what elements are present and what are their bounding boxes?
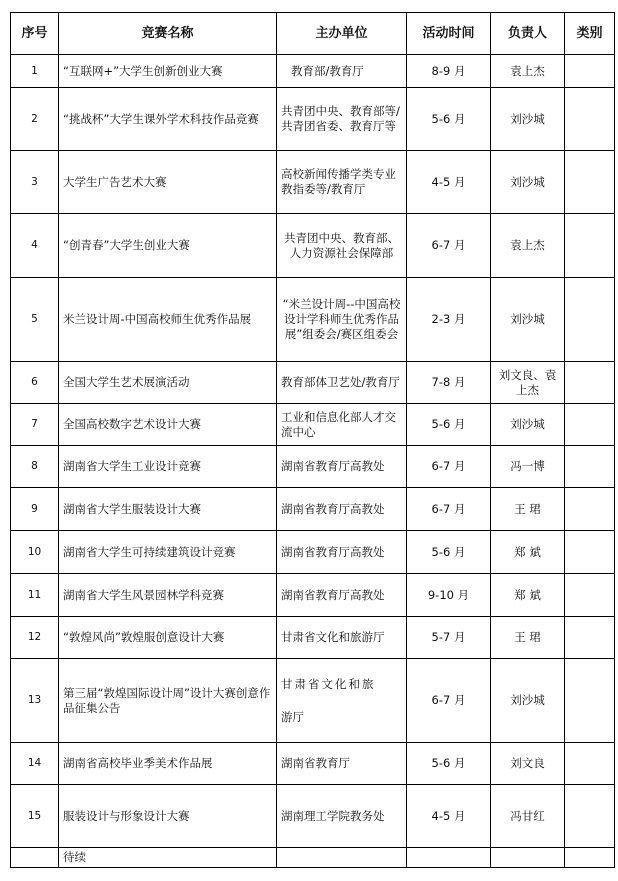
- category: [565, 404, 615, 446]
- activity-time: 6-7 月: [407, 214, 491, 278]
- time-empty: [407, 848, 491, 868]
- category: [565, 574, 615, 617]
- activity-time: 7-8 月: [407, 362, 491, 404]
- activity-time: 4-5 月: [407, 151, 491, 214]
- category: [565, 214, 615, 278]
- header-owner: 负责人: [491, 13, 565, 55]
- owner: 王 珺: [491, 488, 565, 531]
- competition-name: “敦煌风尚”敦煌服创意设计大赛: [59, 617, 277, 659]
- header-organizer: 主办单位: [277, 13, 407, 55]
- header-category: 类别: [565, 13, 615, 55]
- owner: 袁上杰: [491, 55, 565, 88]
- organizer-empty: [277, 848, 407, 868]
- activity-time: 4-5 月: [407, 785, 491, 848]
- activity-time: 9-10 月: [407, 574, 491, 617]
- category: [565, 446, 615, 488]
- owner: 袁上杰: [491, 214, 565, 278]
- row-index: 2: [11, 88, 59, 151]
- organizer: 湖南省教育厅高教处: [277, 446, 407, 488]
- category: [565, 488, 615, 531]
- competition-name: 湖南省大学生工业设计竞赛: [59, 446, 277, 488]
- competition-name: “创青春”大学生创业大赛: [59, 214, 277, 278]
- competition-table: [10, 12, 615, 868]
- organizer-line-1: 甘肃省文化和旅: [281, 676, 376, 691]
- owner-empty: [491, 848, 565, 868]
- activity-time: 6-7 月: [407, 488, 491, 531]
- row-index: 10: [11, 531, 59, 574]
- owner: 郑 斌: [491, 574, 565, 617]
- category: [565, 88, 615, 151]
- row-index-empty: [11, 848, 59, 868]
- table-row: [11, 55, 615, 88]
- category: [565, 362, 615, 404]
- category-empty: [565, 848, 615, 868]
- table-row: [11, 574, 615, 617]
- activity-time: 5-6 月: [407, 531, 491, 574]
- row-index: 5: [11, 278, 59, 362]
- row-index: 4: [11, 214, 59, 278]
- table-row: [11, 446, 615, 488]
- activity-time: 5-6 月: [407, 88, 491, 151]
- row-index: 15: [11, 785, 59, 848]
- organizer: 教育部/教育厅: [277, 55, 407, 88]
- competition-name: 米兰设计周-中国高校师生优秀作品展: [59, 278, 277, 362]
- row-index: 8: [11, 446, 59, 488]
- header-index: 序号: [11, 13, 59, 55]
- competition-name: 全国高校数字艺术设计大赛: [59, 404, 277, 446]
- row-index: 7: [11, 404, 59, 446]
- competition-name: 湖南省高校毕业季美术作品展: [59, 743, 277, 785]
- activity-time: 5-6 月: [407, 743, 491, 785]
- organizer: 高校新闻传播学类专业教指委等/教育厅: [277, 151, 407, 214]
- table-row: [11, 404, 615, 446]
- organizer: 湖南省教育厅高教处: [277, 531, 407, 574]
- owner: 刘沙城: [491, 404, 565, 446]
- row-index: 9: [11, 488, 59, 531]
- competition-name: 服装设计与形象设计大赛: [59, 785, 277, 848]
- table-row: [11, 278, 615, 362]
- activity-time: 8-9 月: [407, 55, 491, 88]
- row-index: 14: [11, 743, 59, 785]
- table-row: [11, 488, 615, 531]
- competition-name: “互联网+”大学生创新创业大赛: [59, 55, 277, 88]
- row-index: 6: [11, 362, 59, 404]
- table-row: [11, 151, 615, 214]
- category: [565, 55, 615, 88]
- owner: 刘沙城: [491, 151, 565, 214]
- category: [565, 785, 615, 848]
- organizer: 甘肃省文化和旅游厅: [277, 617, 407, 659]
- table-row: [11, 617, 615, 659]
- competition-name: 湖南省大学生可持续建筑设计竞赛: [59, 531, 277, 574]
- organizer: 湖南省教育厅高教处: [277, 574, 407, 617]
- pending-note: 待续: [59, 848, 277, 868]
- owner: 刘文良、袁上杰: [491, 362, 565, 404]
- row-index: 11: [11, 574, 59, 617]
- category: [565, 151, 615, 214]
- organizer: [277, 659, 407, 743]
- competition-name: 湖南省大学生风景园林学科竞赛: [59, 574, 277, 617]
- organizer: 工业和信息化部人才交流中心: [277, 404, 407, 446]
- organizer: 湖南省教育厅高教处: [277, 488, 407, 531]
- organizer-gap: [281, 692, 402, 710]
- owner: 郑 斌: [491, 531, 565, 574]
- organizer: 湖南省教育厅: [277, 743, 407, 785]
- owner: 冯甘红: [491, 785, 565, 848]
- activity-time: 6-7 月: [407, 659, 491, 743]
- owner: 冯一博: [491, 446, 565, 488]
- table-row: [11, 88, 615, 151]
- row-index: 3: [11, 151, 59, 214]
- owner: 刘沙城: [491, 88, 565, 151]
- competition-name: 第三届“敦煌国际设计周”设计大赛创意作品征集公告: [59, 659, 277, 743]
- activity-time: 2-3 月: [407, 278, 491, 362]
- activity-time: 6-7 月: [407, 446, 491, 488]
- activity-time: 5-7 月: [407, 617, 491, 659]
- owner: 王 珺: [491, 617, 565, 659]
- category: [565, 659, 615, 743]
- row-index: 12: [11, 617, 59, 659]
- header-name: 竞赛名称: [59, 13, 277, 55]
- table-row: [11, 743, 615, 785]
- category: [565, 531, 615, 574]
- header-row: [11, 13, 615, 55]
- organizer: “米兰设计周--中国高校设计学科师生优秀作品展”组委会/赛区组委会: [277, 278, 407, 362]
- owner: 刘沙城: [491, 278, 565, 362]
- organizer: 共青团中央、教育部、人力资源社会保障部: [277, 214, 407, 278]
- competition-name: 湖南省大学生服装设计大赛: [59, 488, 277, 531]
- row-index: 1: [11, 55, 59, 88]
- category: [565, 617, 615, 659]
- table-row: [11, 659, 615, 743]
- table-row: [11, 785, 615, 848]
- table-row-pending: [11, 848, 615, 868]
- organizer: 湖南理工学院教务处: [277, 785, 407, 848]
- table-row: [11, 214, 615, 278]
- table-row: [11, 362, 615, 404]
- competition-table-container: [10, 12, 615, 868]
- organizer-line-2: 游厅: [281, 709, 304, 724]
- row-index: 13: [11, 659, 59, 743]
- category: [565, 278, 615, 362]
- organizer: 共青团中央、教育部等/共青团省委、教育厅等: [277, 88, 407, 151]
- header-time: 活动时间: [407, 13, 491, 55]
- competition-name: “挑战杯”大学生课外学术科技作品竞赛: [59, 88, 277, 151]
- competition-name: 全国大学生艺术展演活动: [59, 362, 277, 404]
- organizer: 教育部体卫艺处/教育厅: [277, 362, 407, 404]
- competition-name: 大学生广告艺术大赛: [59, 151, 277, 214]
- category: [565, 743, 615, 785]
- table-row: [11, 531, 615, 574]
- owner: 刘文良: [491, 743, 565, 785]
- owner: 刘沙城: [491, 659, 565, 743]
- activity-time: 5-6 月: [407, 404, 491, 446]
